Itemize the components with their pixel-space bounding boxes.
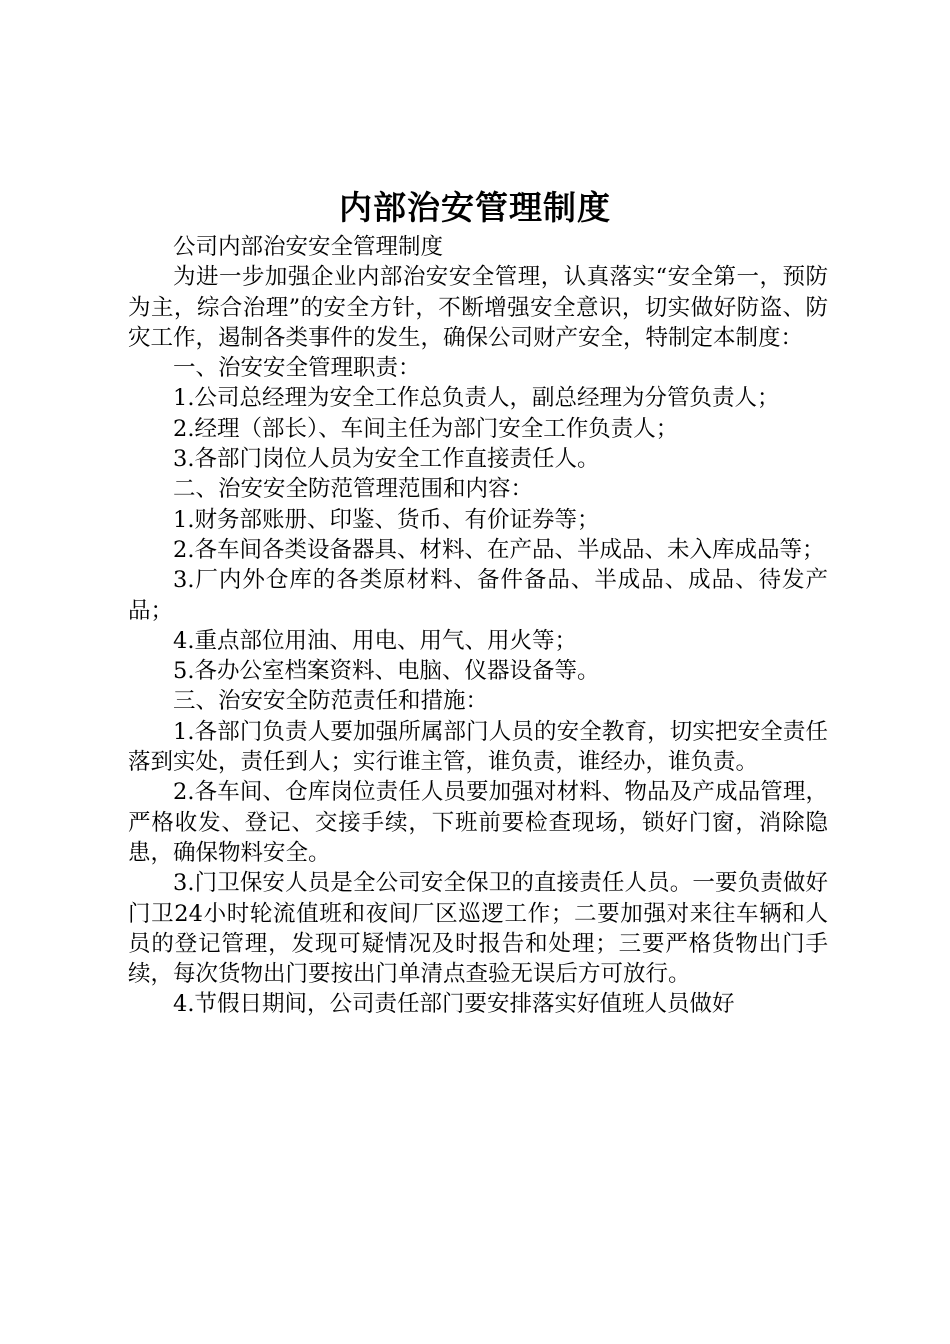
document-body	[128, 232, 828, 1020]
section-heading: 一、治安安全管理职责：	[173, 355, 421, 382]
list-item: 2.各车间各类设备器具、材料、在产品、半成品、未入库成品等；	[173, 536, 825, 563]
list-item: 2.各车间、仓库岗位责任人员要加强对材料、物品及产成品管理，严格收发、登记、交接手续，下班前要检查现场，锁好门窗，消除隐患，确保物料安全。	[128, 779, 828, 866]
document-title: 内部治安管理制度	[339, 188, 611, 227]
section-heading: 二、治安安全防范管理范围和内容：	[173, 476, 534, 503]
list-item: 3.厂内外仓库的各类原材料、备件备品、半成品、成品、待发产品；	[128, 567, 828, 624]
list-item: 1.公司总经理为安全工作总负责人，副总经理为分管负责人；	[173, 385, 780, 412]
paragraph: 为进一步加强企业内部治安安全管理，认真落实“安全第一，预防为主，综合治理”的安全方针，不断增强安全意识，切实做好防盗、防灾工作，遏制各类事件的发生，确保公司财产安全，特制定本制度：	[128, 264, 828, 351]
list-item: 4.节假日期间，公司责任部门要安排落实好值班人员做好	[173, 991, 735, 1018]
list-item: 4.重点部位用油、用电、用气、用火等；	[173, 627, 577, 654]
list-item: 3.门卫保安人员是全公司安全保卫的直接责任人员。一要负责做好门卫24小时轮流值班和夜间厂区巡逻工作；二要加强对来往车辆和人员的登记管理，发现可疑情况及时报告和处理；三要严格货物出门手续，每次货物出门要按出门单清点查验无误后方可放行。	[128, 870, 828, 988]
list-item: 1.各部门负责人要加强所属部门人员的安全教育，切实把安全责任落到实处，责任到人；实行谁主管，谁负责，谁经办，谁负责。	[128, 718, 828, 776]
list-item: 3.各部门岗位人员为安全工作直接责任人。	[173, 446, 600, 473]
section-heading: 三、治安安全防范责任和措施：	[173, 688, 489, 715]
list-item: 2.经理（部长）、车间主任为部门安全工作负责人；	[173, 415, 679, 442]
list-item: 5.各办公室档案资料、电脑、仪器设备等。	[173, 658, 600, 685]
paragraph: 公司内部治安安全管理制度	[173, 234, 444, 260]
list-item: 1.财务部账册、印鉴、货币、有价证券等；	[173, 506, 600, 533]
